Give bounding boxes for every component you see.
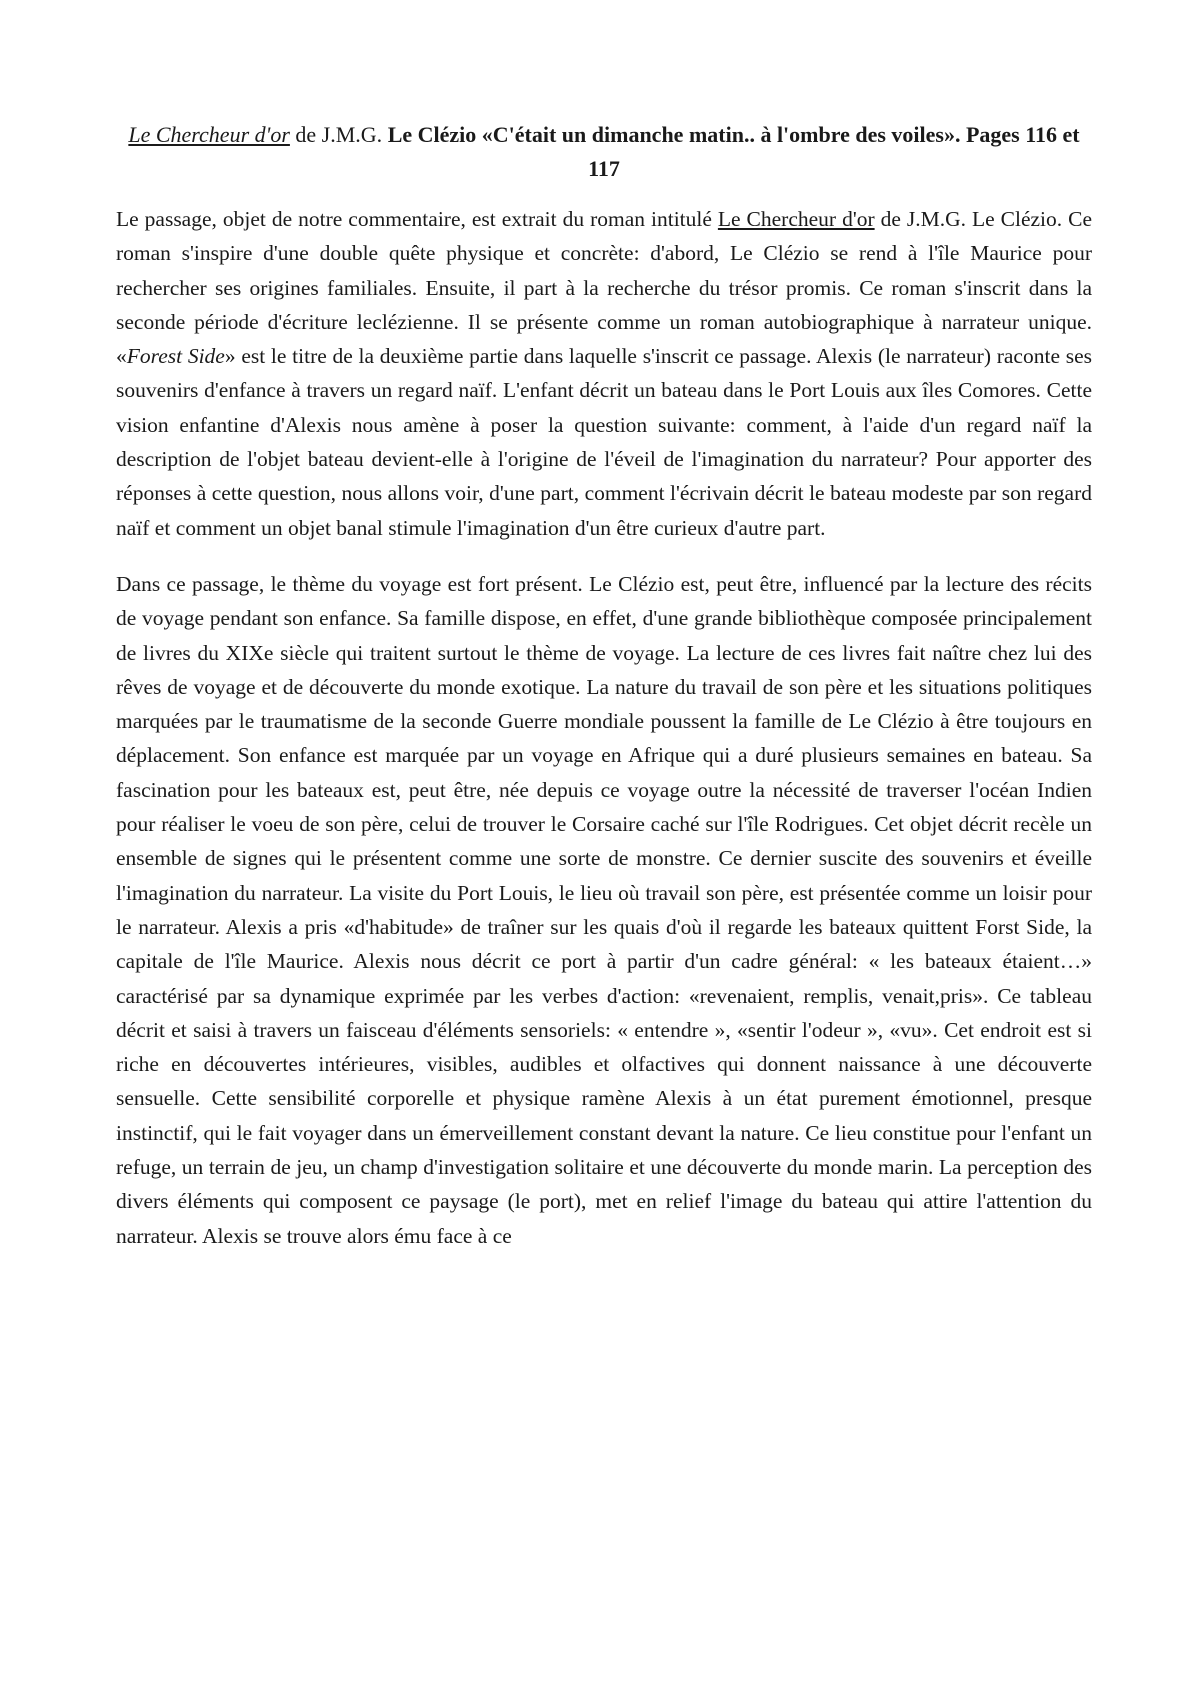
document-page <box>116 118 1092 1253</box>
title-author-prefix: de J.M.G. <box>289 122 388 147</box>
paragraph-intro-part-b: de J.M.G. Le Clézio. Ce roman s'inspire d'une double quête physique et concrète: d'abord, Le Clézio se rend à l'île Maurice pour rechercher ses origines familiales. Ensuite, il part à la recherche du trésor promis. Ce roman s'inscrit dans la seconde période d'écriture leclézienne. Il se présente comme un roman autobiographique à narrateur unique. « <box>116 207 1092 369</box>
paragraph-intro-part-a: Le passage, objet de notre commentaire, est extrait du roman intitulé <box>116 207 718 231</box>
title-bold-part: Le Clézio «C'était un dimanche matin.. à l'ombre des voiles». Pages 116 et 117 <box>387 122 1080 181</box>
paragraph-intro-forest-side: Forest Side <box>126 344 225 369</box>
paragraph-voyage: Dans ce passage, le thème du voyage est fort présent. Le Clézio est, peut être, influencé par la lecture des récits de voyage pendant son enfance. Sa famille dispose, en effet, d'une grande bibliothèque composée principalement de livres du XIXe siècle qui traitent surtout le thème de voyage. La lecture de ces livres fait naître chez lui des rêves de voyage et de découverte du monde exotique. La nature du travail de son père et les situations politiques marquées par le traumatisme de la seconde Guerre mondiale poussent la famille de Le Clézio à être toujours en déplacement. Son enfance est marquée par un voyage en Afrique qui a duré plusieurs semaines en bateau. Sa fascination pour les bateaux est, peut être, née depuis ce voyage outre la nécessité de traverser l'océan Indien pour réaliser le voeu de son père, celui de trouver le Corsaire caché sur l'île Rodrigues. Cet objet décrit recèle un ensemble de signes qui le présentent comme une sorte de monstre. Ce dernier suscite des souvenirs et éveille l'imagination du narrateur. La visite du Port Louis, le lieu où travail son père, est présentée comme un loisir pour le narrateur. Alexis a pris «d'habitude» de traîner sur les quais d'où il regarde les bateaux quittent Forst Side, la capitale de l'île Maurice. Alexis nous décrit ce port à partir d'un cadre général: « les bateaux étaient…» caractérisé par sa dynamique exprimée par les verbes d'action: «revenaient, remplis, venait,pris». Ce tableau décrit et saisi à travers un faisceau d'éléments sensoriels: « entendre », «sentir l'odeur », «vu». Cet endroit est si riche en découvertes intérieures, visibles, audibles et olfactives qui donnent naissance à une découverte sensuelle. Cette sensibilité corporelle et physique ramène Alexis à un état purement émotionnel, presque instinctif, qui le fait voyager dans un émerveillement constant devant la nature. Ce lieu constitue pour l'enfant un refuge, un terrain de jeu, un champ d'investigation solitaire et une découverte du monde marin. La perception des divers éléments qui composent ce paysage (le port), met en relief l'image du bateau qui attire l'attention du narrateur. Alexis se trouve alors ému face à ce <box>116 571 1092 1248</box>
title-book-name: Le Chercheur d'or <box>128 122 290 147</box>
paragraph-intro <box>116 202 1092 545</box>
paragraph-intro-part-c: » est le titre de la deuxième partie dans laquelle s'inscrit ce passage. Alexis (le narrateur) raconte ses souvenirs d'enfance à travers un regard naïf. L'enfant décrit un bateau dans le Port Louis aux îles Comores. Cette vision enfantine d'Alexis nous amène à poser la question suivante: comment, à l'aide d'un regard naïf la description de l'objet bateau devient-elle à l'origine de l'éveil de l'imagination du narrateur? Pour apporter des réponses à cette question, nous allons voir, d'une part, comment l'écrivain décrit le bateau modeste par son regard naïf et comment un objet banal stimule l'imagination d'un être curieux d'autre part. <box>116 344 1092 540</box>
paragraph-intro-book-name: Le Chercheur d'or <box>717 207 875 231</box>
document-title <box>116 118 1092 186</box>
